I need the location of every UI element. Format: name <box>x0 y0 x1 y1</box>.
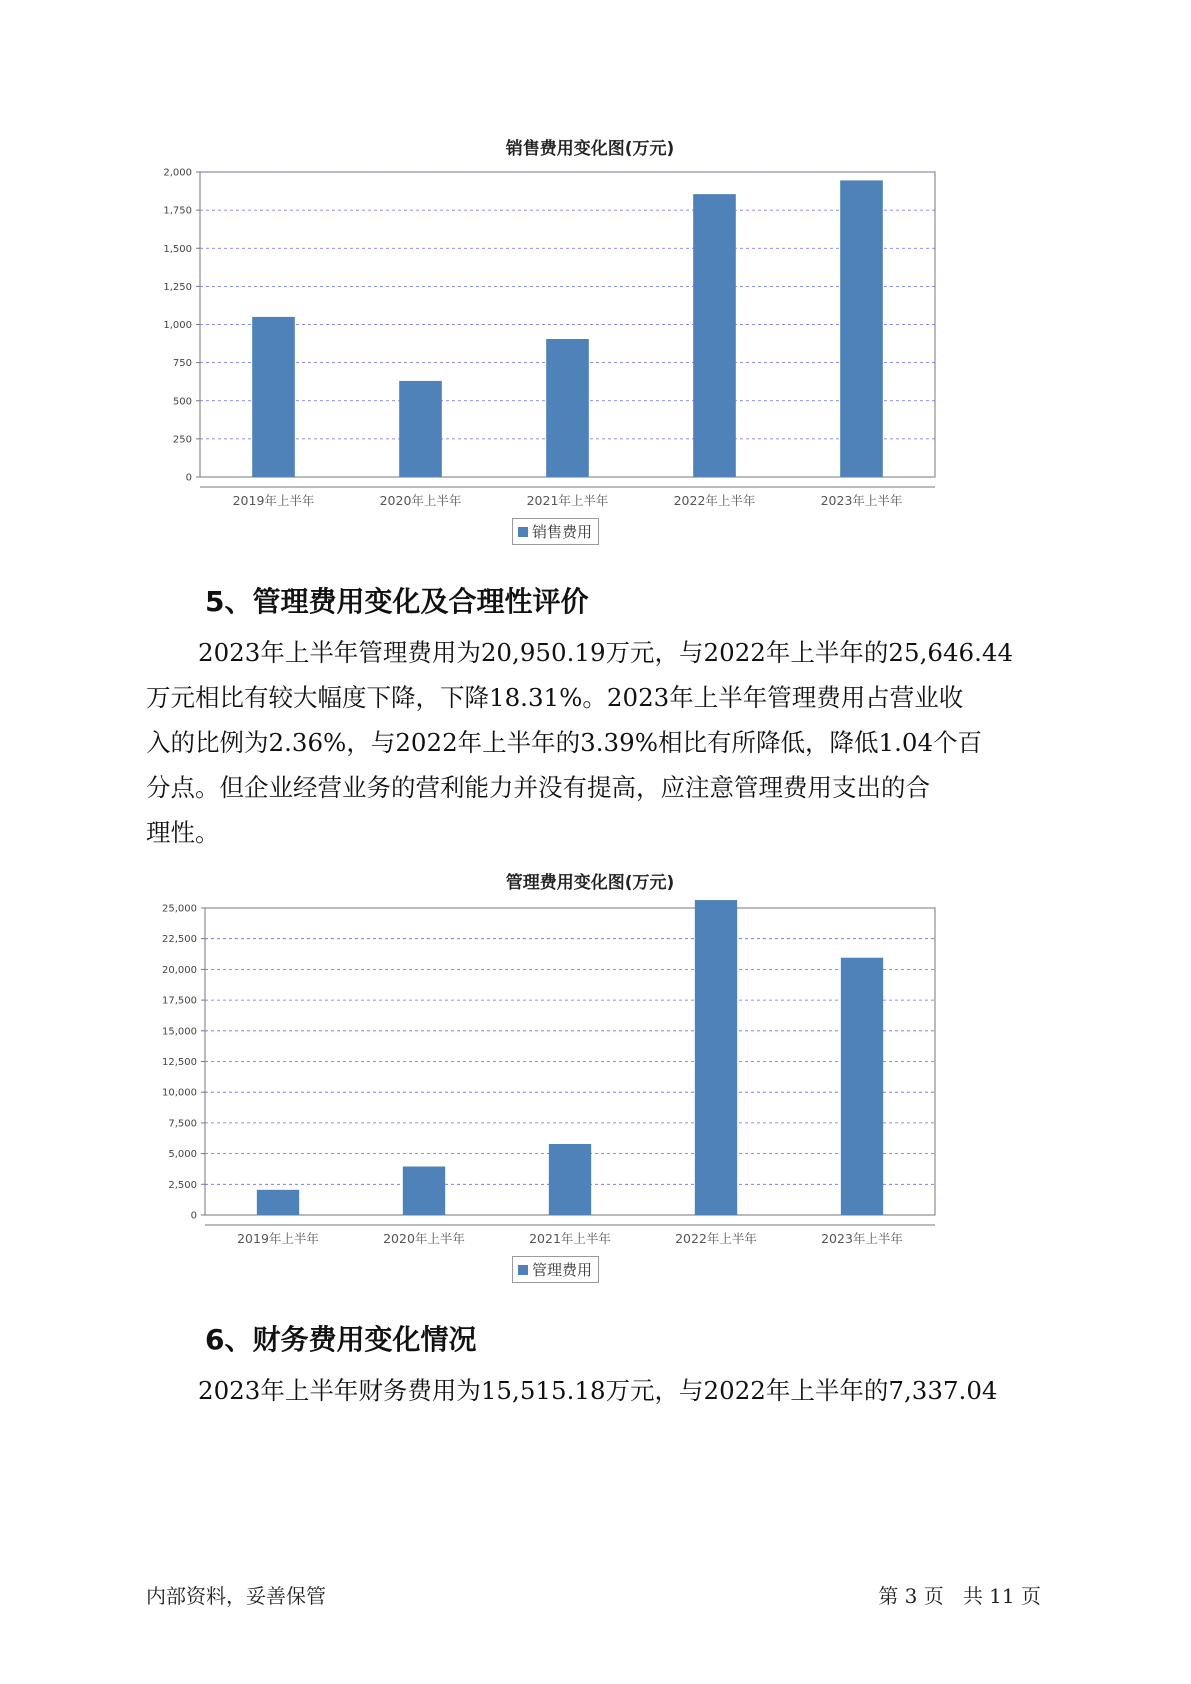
paragraph-line: 理性。 <box>146 818 220 847</box>
y-tick-label: 1,500 <box>163 243 192 255</box>
bar <box>546 339 589 477</box>
y-tick-label: 22,500 <box>162 934 197 946</box>
footer-left: 内部资料，妥善保管 <box>146 1584 326 1608</box>
y-tick-label: 750 <box>172 358 192 370</box>
admin-expense-chart <box>150 860 1030 1300</box>
bar <box>549 1144 591 1215</box>
y-tick-label: 500 <box>172 396 192 408</box>
y-tick-label: 20,000 <box>162 964 197 976</box>
paragraph-line: 2023年上半年管理费用为20,950.19万元，与2022年上半年的25,646.44 <box>198 638 1014 667</box>
y-tick-label: 7,500 <box>168 1118 197 1130</box>
y-tick-label: 25,000 <box>162 903 197 915</box>
y-tick-label: 10,000 <box>162 1087 197 1099</box>
y-tick-label: 1,750 <box>163 205 192 217</box>
paragraph-line: 入的比例为2.36%，与2022年上半年的3.39%相比有所降低，降低1.04个百 <box>146 728 983 757</box>
y-tick-label: 15,000 <box>162 1026 197 1038</box>
paragraph-line: 万元相比有较大幅度下降，下降18.31%。2023年上半年管理费用占营业收 <box>146 683 964 712</box>
y-tick-label: 0 <box>185 472 192 484</box>
bar <box>252 317 295 477</box>
bar <box>841 958 883 1215</box>
x-tick-label: 2022年上半年 <box>673 493 756 508</box>
legend-label: 销售费用 <box>532 523 593 541</box>
section5-paragraph <box>146 630 1076 855</box>
y-tick-label: 1,000 <box>163 320 192 331</box>
chart-legend <box>512 518 599 545</box>
y-tick-label: 2,500 <box>168 1179 197 1191</box>
section6-heading: 6、财务费用变化情况 <box>205 1323 477 1356</box>
sales-expense-chart <box>150 130 1030 550</box>
section5-heading: 5、管理费用变化及合理性评价 <box>205 585 589 618</box>
bar <box>403 1166 445 1215</box>
y-tick-label: 12,500 <box>162 1057 197 1068</box>
x-tick-label: 2023年上半年 <box>820 493 903 508</box>
x-tick-label: 2019年上半年 <box>237 1231 319 1246</box>
y-tick-label: 1,250 <box>163 281 192 293</box>
y-tick-label: 5,000 <box>168 1149 197 1161</box>
x-tick-label: 2020年上半年 <box>383 1231 465 1246</box>
bar <box>840 180 883 477</box>
legend-label: 管理费用 <box>532 1261 593 1279</box>
paragraph-line: 2023年上半年财务费用为15,515.18万元，与2022年上半年的7,337.04 <box>198 1376 998 1405</box>
footer-page-number: 第 3 页 共 11 页 <box>878 1584 1041 1608</box>
x-tick-label: 2023年上半年 <box>821 1231 903 1246</box>
bar <box>399 381 442 477</box>
chart-title: 管理费用变化图(万元) <box>505 873 675 893</box>
chart-title: 销售费用变化图(万元) <box>505 139 675 159</box>
legend-swatch <box>518 1265 528 1275</box>
chart-legend <box>512 1256 599 1283</box>
legend-swatch <box>518 527 528 537</box>
bar <box>693 194 736 477</box>
bar <box>695 900 737 1215</box>
y-tick-label: 17,500 <box>162 995 197 1007</box>
sales-expense-plot <box>150 166 1030 546</box>
section6-paragraph <box>146 1368 1076 1413</box>
bar <box>257 1190 299 1215</box>
x-tick-label: 2020年上半年 <box>379 493 462 508</box>
paragraph-line: 分点。但企业经营业务的营利能力并没有提高，应注意管理费用支出的合 <box>146 773 930 802</box>
admin-expense-plot <box>150 900 1030 1290</box>
y-tick-label: 250 <box>172 434 192 446</box>
y-tick-label: 2,000 <box>163 167 192 179</box>
x-tick-label: 2021年上半年 <box>526 493 609 508</box>
y-tick-label: 0 <box>190 1210 197 1222</box>
x-tick-label: 2021年上半年 <box>529 1231 611 1246</box>
x-tick-label: 2019年上半年 <box>232 493 315 508</box>
x-tick-label: 2022年上半年 <box>675 1231 757 1246</box>
